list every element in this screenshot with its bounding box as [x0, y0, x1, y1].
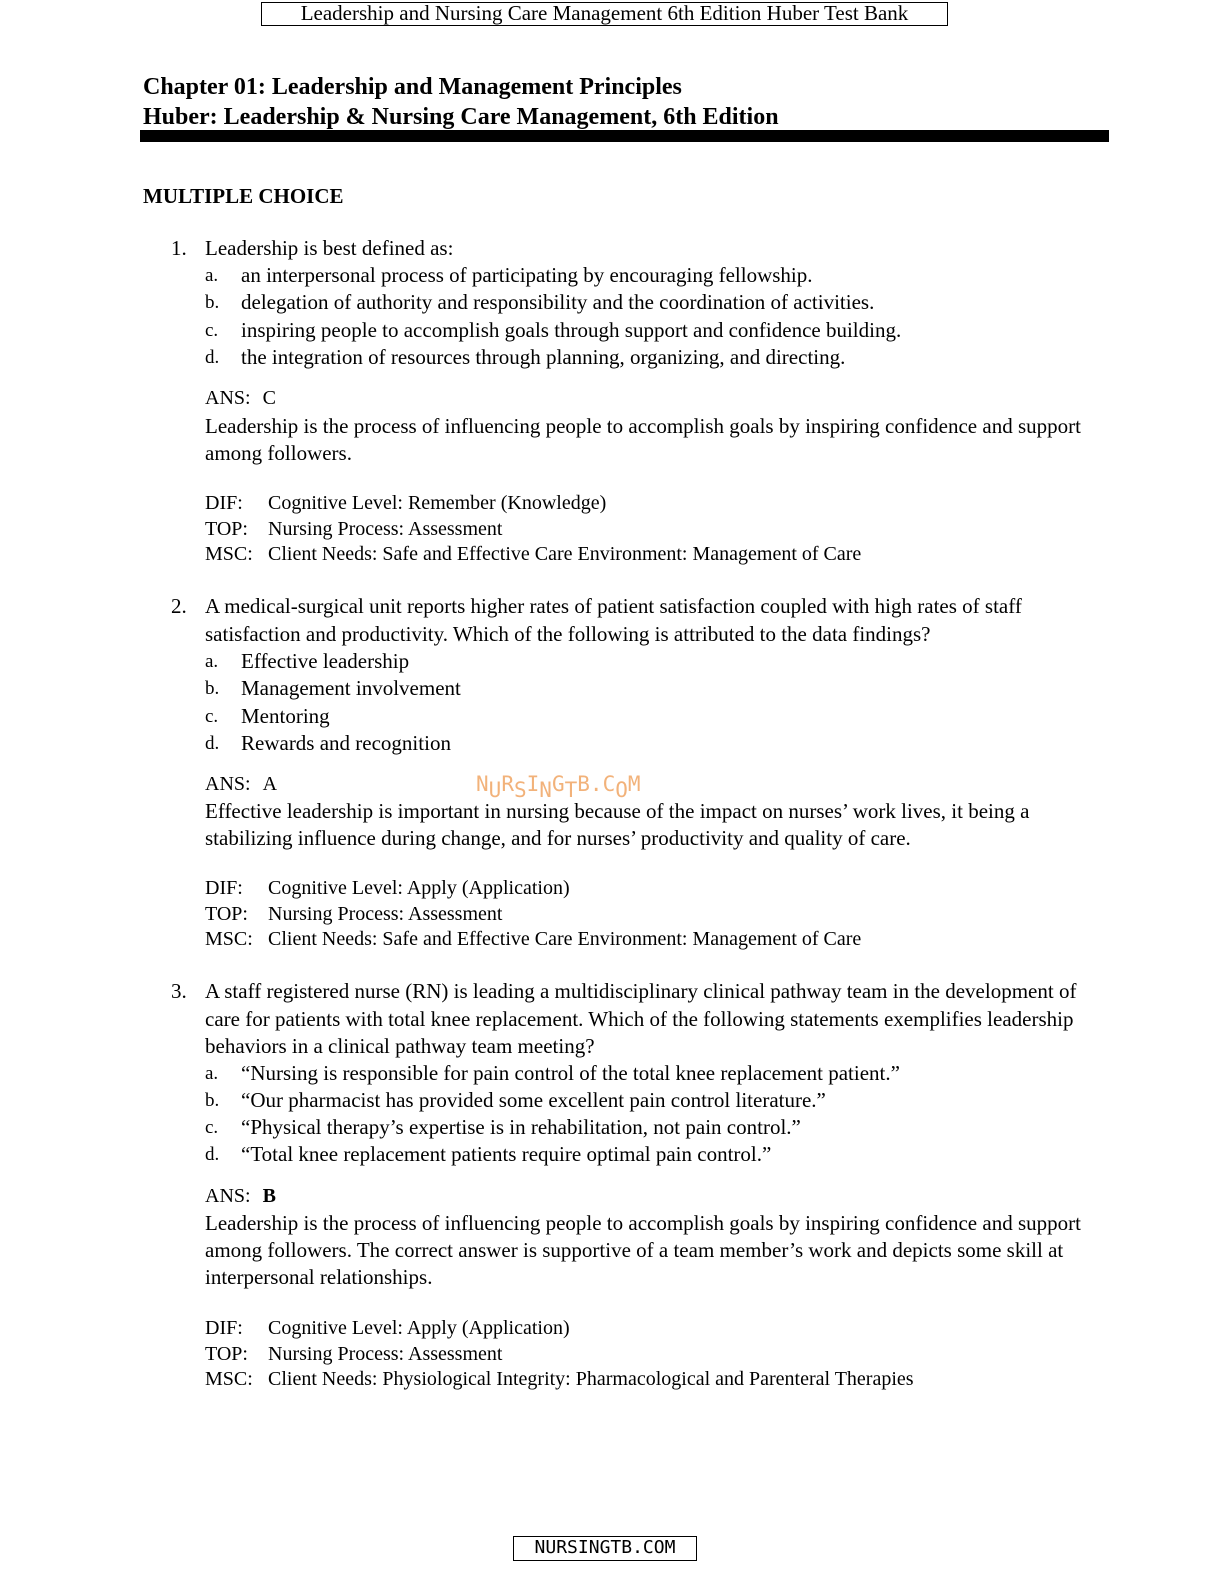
test-bank-banner: Leadership and Nursing Care Management 6th Edition Huber Test Bank	[261, 2, 948, 26]
answer-line	[205, 1183, 276, 1210]
top-value: Nursing Process: Assessment	[268, 903, 503, 925]
choice-letter: b.	[205, 292, 220, 313]
dif-value: Cognitive Level: Remember (Knowledge)	[268, 492, 607, 514]
choice-text: an interpersonal process of participating by encouraging fellowship.	[241, 263, 813, 287]
choice-text: “Physical therapy’s expertise is in rehabilitation, not pain control.”	[241, 1115, 801, 1139]
difficulty-line	[205, 876, 570, 901]
msc-value: Client Needs: Physiological Integrity: Pharmacological and Parenteral Therapies	[268, 1368, 914, 1390]
topic-line	[205, 902, 502, 927]
choice-letter: a.	[205, 1063, 219, 1084]
choice-text: “Our pharmacist has provided some excellent pain control literature.”	[241, 1088, 826, 1112]
top-label: TOP:	[205, 1343, 248, 1365]
choice-letter: c.	[205, 706, 219, 727]
section-title: MULTIPLE CHOICE	[143, 184, 344, 208]
topic-line	[205, 1342, 502, 1367]
top-label: TOP:	[205, 903, 248, 925]
question-stem: Leadership is best defined as:	[205, 236, 454, 260]
answer-rationale: Leadership is the process of influencing people to accomplish goals by inspiring confidence and support among followers. The correct answer is supportive of a team member’s work and depicts some skill at interpersonal relationships.	[205, 1211, 1081, 1289]
choice-text: the integration of resources through planning, organizing, and directing.	[241, 345, 846, 369]
site-watermark	[476, 772, 641, 802]
answer-rationale: Leadership is the process of influencing people to accomplish goals by inspiring confidence and support among followers.	[205, 414, 1081, 465]
client-needs-line	[205, 1367, 914, 1392]
answer-label: ANS:	[205, 387, 251, 409]
topic-line	[205, 517, 502, 542]
choice-text: Effective leadership	[241, 649, 410, 673]
choice-letter: b.	[205, 1090, 220, 1111]
answer-label: ANS:	[205, 1185, 251, 1207]
chapter-heading	[143, 72, 779, 132]
dif-value: Cognitive Level: Apply (Application)	[268, 1317, 570, 1339]
msc-label: MSC:	[205, 543, 253, 565]
watermark-text: NURSINGTB.COM	[476, 772, 641, 802]
dif-label: DIF:	[205, 1317, 243, 1339]
question-number: 3.	[171, 979, 187, 1003]
answer-value: C	[262, 387, 276, 409]
choice-text: “Total knee replacement patients require optimal pain control.”	[241, 1142, 772, 1166]
choice-text: Management involvement	[241, 676, 461, 700]
footer-site-link[interactable]: NURSINGTB.COM	[513, 1536, 697, 1561]
choice-letter: b.	[205, 678, 220, 699]
answer-label: ANS:	[205, 773, 251, 795]
msc-label: MSC:	[205, 1368, 253, 1390]
chapter-title: Chapter 01: Leadership and Management Principles	[143, 74, 682, 100]
answer-value: B	[262, 1185, 276, 1207]
answer-value: A	[262, 773, 278, 795]
difficulty-line	[205, 491, 606, 516]
choice-letter: d.	[205, 733, 220, 754]
dif-label: DIF:	[205, 877, 243, 899]
msc-value: Client Needs: Safe and Effective Care Environment: Management of Care	[268, 928, 862, 950]
answer-rationale: Effective leadership is important in nursing because of the impact on nurses’ work lives, it being a stabilizing influence during change, and for nurses’ productivity and quality of care.	[205, 799, 1030, 850]
client-needs-line	[205, 542, 861, 567]
choice-text: Rewards and recognition	[241, 731, 451, 755]
question-stem: A staff registered nurse (RN) is leading a multidisciplinary clinical pathway team in the development of care for patients with total knee replacement. Which of the following statements exemplifies leadership behaviors in a clinical pathway team meeting?	[205, 979, 1077, 1058]
choice-letter: c.	[205, 1117, 219, 1138]
answer-line	[205, 385, 276, 412]
dif-value: Cognitive Level: Apply (Application)	[268, 877, 570, 899]
choice-letter: d.	[205, 1144, 220, 1165]
choice-letter: a.	[205, 651, 219, 672]
msc-value: Client Needs: Safe and Effective Care Environment: Management of Care	[268, 543, 862, 565]
choice-text: delegation of authority and responsibility and the coordination of activities.	[241, 290, 875, 314]
question-stem: A medical-surgical unit reports higher rates of patient satisfaction coupled with high rates of staff satisfaction and productivity. Which of the following is attributed to the data findings?	[205, 594, 1022, 646]
top-value: Nursing Process: Assessment	[268, 518, 503, 540]
heading-rule	[140, 130, 1109, 142]
book-title: Huber: Leadership & Nursing Care Management, 6th Edition	[143, 104, 779, 130]
dif-label: DIF:	[205, 492, 243, 514]
top-value: Nursing Process: Assessment	[268, 1343, 503, 1365]
msc-label: MSC:	[205, 928, 253, 950]
answer-line	[205, 771, 277, 798]
choice-text: “Nursing is responsible for pain control of the total knee replacement patient.”	[241, 1061, 900, 1085]
choice-text: Mentoring	[241, 704, 330, 728]
question-number: 1.	[171, 236, 187, 260]
choice-letter: c.	[205, 320, 219, 341]
choice-letter: a.	[205, 265, 219, 286]
choice-letter: d.	[205, 347, 220, 368]
difficulty-line	[205, 1316, 570, 1341]
client-needs-line	[205, 927, 861, 952]
choice-text: inspiring people to accomplish goals through support and confidence building.	[241, 318, 902, 342]
question-number: 2.	[171, 594, 187, 618]
top-label: TOP:	[205, 518, 248, 540]
